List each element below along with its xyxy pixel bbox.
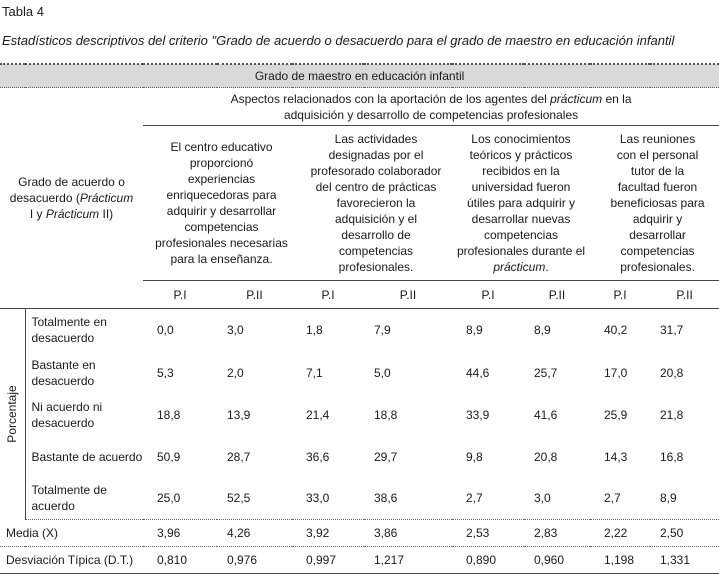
cell: 1,198 <box>590 547 650 574</box>
cell: 8,9 <box>650 478 719 520</box>
cell: 31,7 <box>650 309 719 352</box>
cell: 0,997 <box>292 547 364 574</box>
cell: 20,8 <box>660 365 684 380</box>
row-header-text: Grado de acuerdo o desacuerdo (Prácticum I y Prácticum II) <box>9 175 134 221</box>
col-p2-1: P.II <box>246 287 263 302</box>
cell: 2,22 <box>590 520 650 547</box>
cell: 8,9 <box>452 309 524 352</box>
table-label: Tabla 4 <box>2 4 44 19</box>
cell: 3,0 <box>217 309 292 352</box>
col-p1-3: P.I <box>481 287 495 302</box>
col-p2-2: P.II <box>399 287 417 302</box>
cell: 16,8 <box>660 449 684 464</box>
col-p1-2: P.I <box>321 287 335 302</box>
vertical-label-cell <box>0 309 25 520</box>
row-label: Ni acuerdo ni desacuerdo <box>31 399 103 430</box>
cell: 29,7 <box>374 449 398 464</box>
col-p2-4: P.II <box>676 287 693 302</box>
aspects-text: Aspectos relacionados con la aportación de los agentes del prácticum en la adquisición y desarrollo de competencias profesionales <box>230 91 632 122</box>
cell: 36,6 <box>306 449 330 464</box>
table-row <box>0 394 719 436</box>
cell: 7,1 <box>306 365 323 380</box>
header-program: Grado de maestro en educación infantil <box>0 64 719 88</box>
cell: 14,3 <box>604 449 628 464</box>
cell: 9,8 <box>466 449 483 464</box>
row-label: Totalmente de acuerdo <box>25 478 143 520</box>
cell: 21,4 <box>306 407 330 422</box>
row-label: Desviación Típica (D.T.) <box>0 547 143 574</box>
cell: 7,9 <box>364 309 452 352</box>
cell: 25,7 <box>534 365 558 380</box>
column-header-2: Las actividades designadas por el profesorado colaborador del centro de prácticas favorecieron la adquisición y el desarrollo de competencias profesionales. <box>292 126 452 281</box>
table-row <box>0 478 719 520</box>
cell: 38,6 <box>364 478 452 520</box>
column-header-4: Las reuniones con el personal tutor de la facultad fueron beneficiosas para adquirir y desarrollar competencias profesionales. <box>590 126 719 281</box>
table-title: Estadísticos descriptivos del criterio "Grado de acuerdo o desacuerdo para el grado de maestro en educación infantil <box>2 33 675 48</box>
cell: 4,26 <box>217 520 292 547</box>
cell: 40,2 <box>590 309 650 352</box>
cell: 2,7 <box>452 478 524 520</box>
col-p1-1: P.I <box>173 287 187 302</box>
row-label: Bastante de acuerdo <box>31 449 143 464</box>
cell: 3,92 <box>292 520 364 547</box>
col-p2-3: P.II <box>548 287 566 302</box>
cell: 13,9 <box>227 407 251 422</box>
cell: 25,9 <box>604 407 628 422</box>
cell: 1,331 <box>650 547 719 574</box>
cell: 50,9 <box>157 449 181 464</box>
cell: 3,96 <box>143 520 217 547</box>
cell: 5,3 <box>157 365 174 380</box>
cell: 1,8 <box>292 309 364 352</box>
cell: 2,83 <box>524 520 590 547</box>
row-header <box>0 88 143 309</box>
table-row-mean <box>0 520 719 547</box>
cell: 2,50 <box>650 520 719 547</box>
cell: 20,8 <box>534 449 558 464</box>
cell: 0,0 <box>143 309 217 352</box>
cell: 44,6 <box>466 365 490 380</box>
cell: 33,9 <box>466 407 490 422</box>
header-aspects <box>143 88 719 126</box>
cell: 52,5 <box>217 478 292 520</box>
table-row <box>0 436 719 478</box>
cell: 18,8 <box>157 407 181 422</box>
cell: 8,9 <box>524 309 590 352</box>
cell: 1,217 <box>364 547 452 574</box>
table-row <box>0 352 719 394</box>
statistics-table <box>0 63 719 574</box>
table-row-sd <box>0 547 719 574</box>
cell: 18,8 <box>374 407 398 422</box>
column-header-1: El centro educativo proporcionó experiencias enriquecedoras para adquirir y desarrollar competencias profesionales necesarias para la enseñanza. <box>143 126 292 281</box>
cell: 41,6 <box>534 407 558 422</box>
cell: 5,0 <box>374 365 391 380</box>
cell: 2,53 <box>452 520 524 547</box>
cell: 2,0 <box>227 365 244 380</box>
cell: 0,960 <box>524 547 590 574</box>
cell: 21,8 <box>660 407 684 422</box>
column-header-3-text: Los conocimientos teóricos y prácticos recibidos en la universidad fueron útiles para adquirir y desarrollar nuevas competencias profesionales durante el prácticum. <box>456 132 586 274</box>
cell: 3,86 <box>364 520 452 547</box>
cell: 3,0 <box>524 478 590 520</box>
row-label: Totalmente en desacuerdo <box>25 309 143 352</box>
row-label: Media (X) <box>0 520 143 547</box>
cell: 33,0 <box>292 478 364 520</box>
cell: 0,810 <box>143 547 217 574</box>
row-label: Bastante en desacuerdo <box>31 357 96 388</box>
vertical-label: Porcentaje <box>5 385 20 443</box>
cell: 25,0 <box>143 478 217 520</box>
cell: 0,976 <box>217 547 292 574</box>
cell: 17,0 <box>604 365 628 380</box>
cell: 28,7 <box>227 449 251 464</box>
col-p1-4: P.I <box>613 287 627 302</box>
table-row <box>0 309 719 352</box>
cell: 0,890 <box>452 547 524 574</box>
column-header-3 <box>452 126 590 281</box>
cell: 2,7 <box>590 478 650 520</box>
